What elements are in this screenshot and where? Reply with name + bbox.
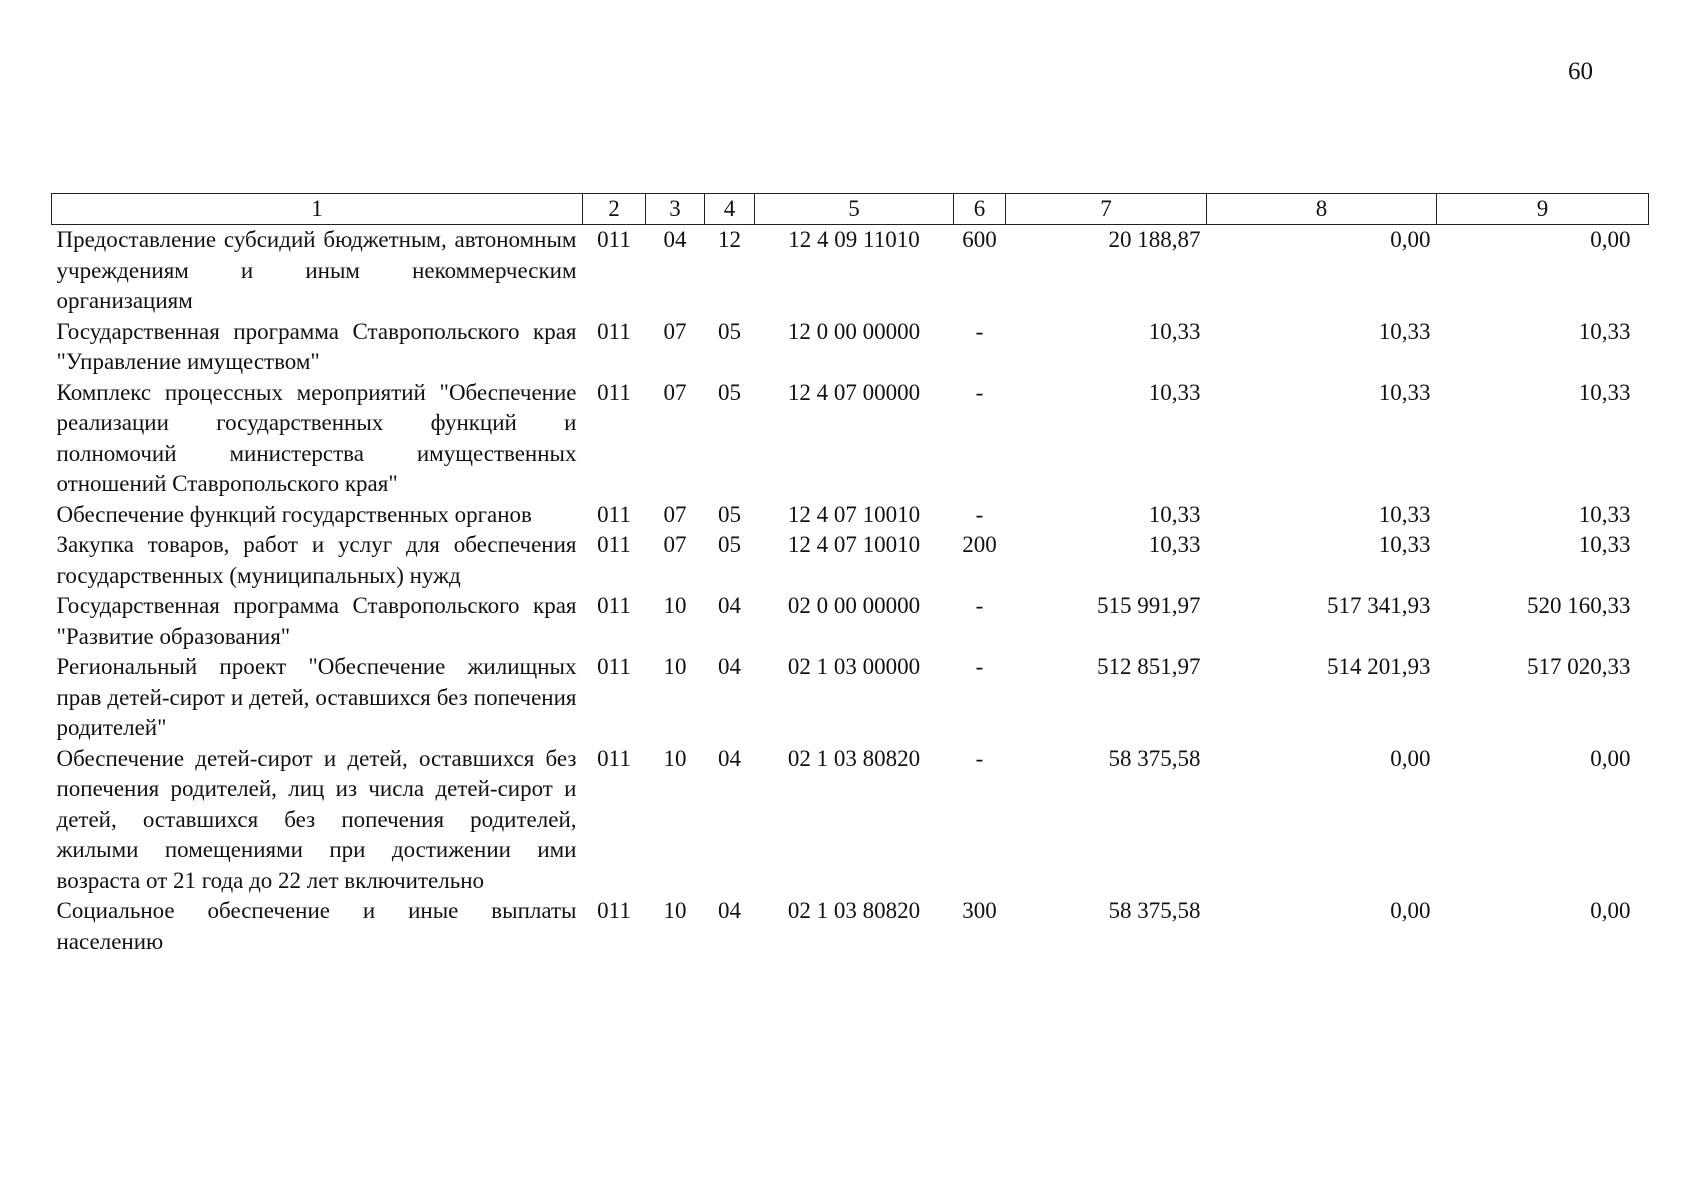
row-name: Государственная программа Ставропольского края "Управление имуществом" xyxy=(56,318,577,374)
row-ministry-code: 011 xyxy=(597,898,631,923)
row-expense-type: - xyxy=(975,501,984,527)
row-section-code: 07 xyxy=(663,532,687,557)
row-section-code: 07 xyxy=(663,318,687,344)
row-name: Обеспечение функций государственных органов xyxy=(56,501,532,527)
row-amount-8: 10,33 xyxy=(1378,318,1431,344)
row-subsection-code: 05 xyxy=(718,379,741,405)
row-name: Обеспечение детей-сирот и детей, оставшихся без попечения родителей, лиц из числа детей-сирот и детей, оставшихся без попечения родителей, жилыми помещениями при достижении ими возраста от 21 года до 22 лет включительно xyxy=(56,745,577,893)
row-expense-type: - xyxy=(975,745,984,771)
row-amount-8: 0,00 xyxy=(1390,898,1431,923)
row-target-code: 02 1 03 80820 xyxy=(787,745,921,771)
row-expense-type: 600 xyxy=(962,227,997,252)
row-amount-9: 10,33 xyxy=(1578,501,1631,527)
row-section-code: 10 xyxy=(663,654,687,679)
page-number: 60 xyxy=(1568,58,1593,85)
row-expense-type: 200 xyxy=(962,532,997,557)
row-amount-7: 512 851,97 xyxy=(1097,654,1201,679)
row-ministry-code: 011 xyxy=(597,318,631,344)
row-target-code: 02 0 00 00000 xyxy=(787,593,921,618)
column-header: 2 xyxy=(583,194,646,225)
row-name: Предоставление субсидий бюджетным, автономным учреждениям и иным некоммерческим организациям xyxy=(56,227,577,313)
row-ministry-code: 011 xyxy=(597,745,631,771)
row-amount-7: 10,33 xyxy=(1148,318,1201,344)
row-ministry-code: 011 xyxy=(597,593,631,618)
row-name: Государственная программа Ставропольского края "Развитие образования" xyxy=(56,593,577,649)
row-target-code: 02 1 03 00000 xyxy=(787,654,921,679)
row-amount-8: 0,00 xyxy=(1390,227,1431,252)
row-section-code: 07 xyxy=(663,501,687,527)
column-header: 8 xyxy=(1207,194,1437,225)
column-header: 6 xyxy=(954,194,1006,225)
table-row xyxy=(52,744,1649,897)
row-amount-8: 514 201,93 xyxy=(1327,654,1431,679)
row-ministry-code: 011 xyxy=(597,654,631,679)
row-target-code: 12 4 07 10010 xyxy=(787,532,921,557)
row-target-code: 12 4 07 00000 xyxy=(787,379,921,405)
row-target-code: 12 4 09 11010 xyxy=(788,227,920,252)
row-name: Закупка товаров, работ и услуг для обеспечения государственных (муниципальных) нужд xyxy=(56,532,577,588)
row-section-code: 10 xyxy=(663,593,687,618)
row-section-code: 04 xyxy=(663,227,687,252)
table-row xyxy=(52,591,1649,652)
row-amount-9: 517 020,33 xyxy=(1527,654,1631,679)
table-row xyxy=(52,500,1649,531)
row-amount-7: 58 375,58 xyxy=(1108,898,1201,923)
table-row xyxy=(52,652,1649,744)
row-amount-7: 10,33 xyxy=(1148,379,1201,405)
row-ministry-code: 011 xyxy=(597,227,631,252)
row-subsection-code: 05 xyxy=(718,501,741,527)
table-row xyxy=(52,317,1649,378)
row-amount-9: 0,00 xyxy=(1590,898,1631,923)
row-subsection-code: 04 xyxy=(718,745,741,771)
row-amount-9: 0,00 xyxy=(1590,745,1631,771)
row-expense-type: - xyxy=(975,379,984,405)
table-row xyxy=(52,896,1649,957)
column-header: 3 xyxy=(646,194,705,225)
table-row xyxy=(52,225,1649,317)
table-header-row xyxy=(52,194,1649,225)
row-ministry-code: 011 xyxy=(597,379,631,405)
row-amount-9: 10,33 xyxy=(1578,318,1631,344)
row-ministry-code: 011 xyxy=(597,532,631,557)
row-amount-9: 0,00 xyxy=(1590,227,1631,252)
row-expense-type: 300 xyxy=(962,898,997,923)
row-subsection-code: 05 xyxy=(718,532,741,557)
row-amount-8: 517 341,93 xyxy=(1327,593,1431,618)
row-amount-8: 10,33 xyxy=(1378,532,1431,557)
row-expense-type: - xyxy=(975,318,984,344)
row-amount-9: 520 160,33 xyxy=(1527,593,1631,618)
row-subsection-code: 12 xyxy=(718,227,741,252)
row-target-code: 12 0 00 00000 xyxy=(787,318,921,344)
row-name: Социальное обеспечение и иные выплаты населению xyxy=(56,898,577,954)
row-amount-7: 10,33 xyxy=(1148,501,1201,527)
table-row xyxy=(52,530,1649,591)
row-subsection-code: 05 xyxy=(718,318,741,344)
row-subsection-code: 04 xyxy=(718,654,741,679)
row-amount-9: 10,33 xyxy=(1578,532,1631,557)
row-amount-8: 10,33 xyxy=(1378,501,1431,527)
row-amount-8: 0,00 xyxy=(1390,745,1431,771)
row-name: Региональный проект "Обеспечение жилищных прав детей-сирот и детей, оставшихся без попечения родителей" xyxy=(56,654,577,740)
row-section-code: 10 xyxy=(663,898,687,923)
row-amount-8: 10,33 xyxy=(1378,379,1431,405)
row-name: Комплекс процессных мероприятий "Обеспечение реализации государственных функций и полномочий министерства имущественных отношений Ставропольского края" xyxy=(56,379,577,496)
row-amount-7: 10,33 xyxy=(1148,532,1201,557)
row-amount-7: 515 991,97 xyxy=(1097,593,1201,618)
row-amount-7: 58 375,58 xyxy=(1108,745,1201,771)
row-expense-type: - xyxy=(975,654,984,679)
row-target-code: 12 4 07 10010 xyxy=(787,501,921,527)
column-header: 1 xyxy=(52,194,583,225)
row-section-code: 10 xyxy=(663,745,687,771)
row-section-code: 07 xyxy=(663,379,687,405)
column-header: 4 xyxy=(705,194,755,225)
row-subsection-code: 04 xyxy=(718,593,741,618)
row-subsection-code: 04 xyxy=(718,898,741,923)
column-header: 5 xyxy=(755,194,954,225)
row-amount-9: 10,33 xyxy=(1578,379,1631,405)
row-target-code: 02 1 03 80820 xyxy=(787,898,921,923)
budget-table xyxy=(51,193,1649,957)
column-header: 9 xyxy=(1437,194,1649,225)
table-row xyxy=(52,378,1649,500)
row-expense-type: - xyxy=(975,593,984,618)
row-ministry-code: 011 xyxy=(597,501,631,527)
row-amount-7: 20 188,87 xyxy=(1108,227,1201,252)
column-header: 7 xyxy=(1006,194,1207,225)
